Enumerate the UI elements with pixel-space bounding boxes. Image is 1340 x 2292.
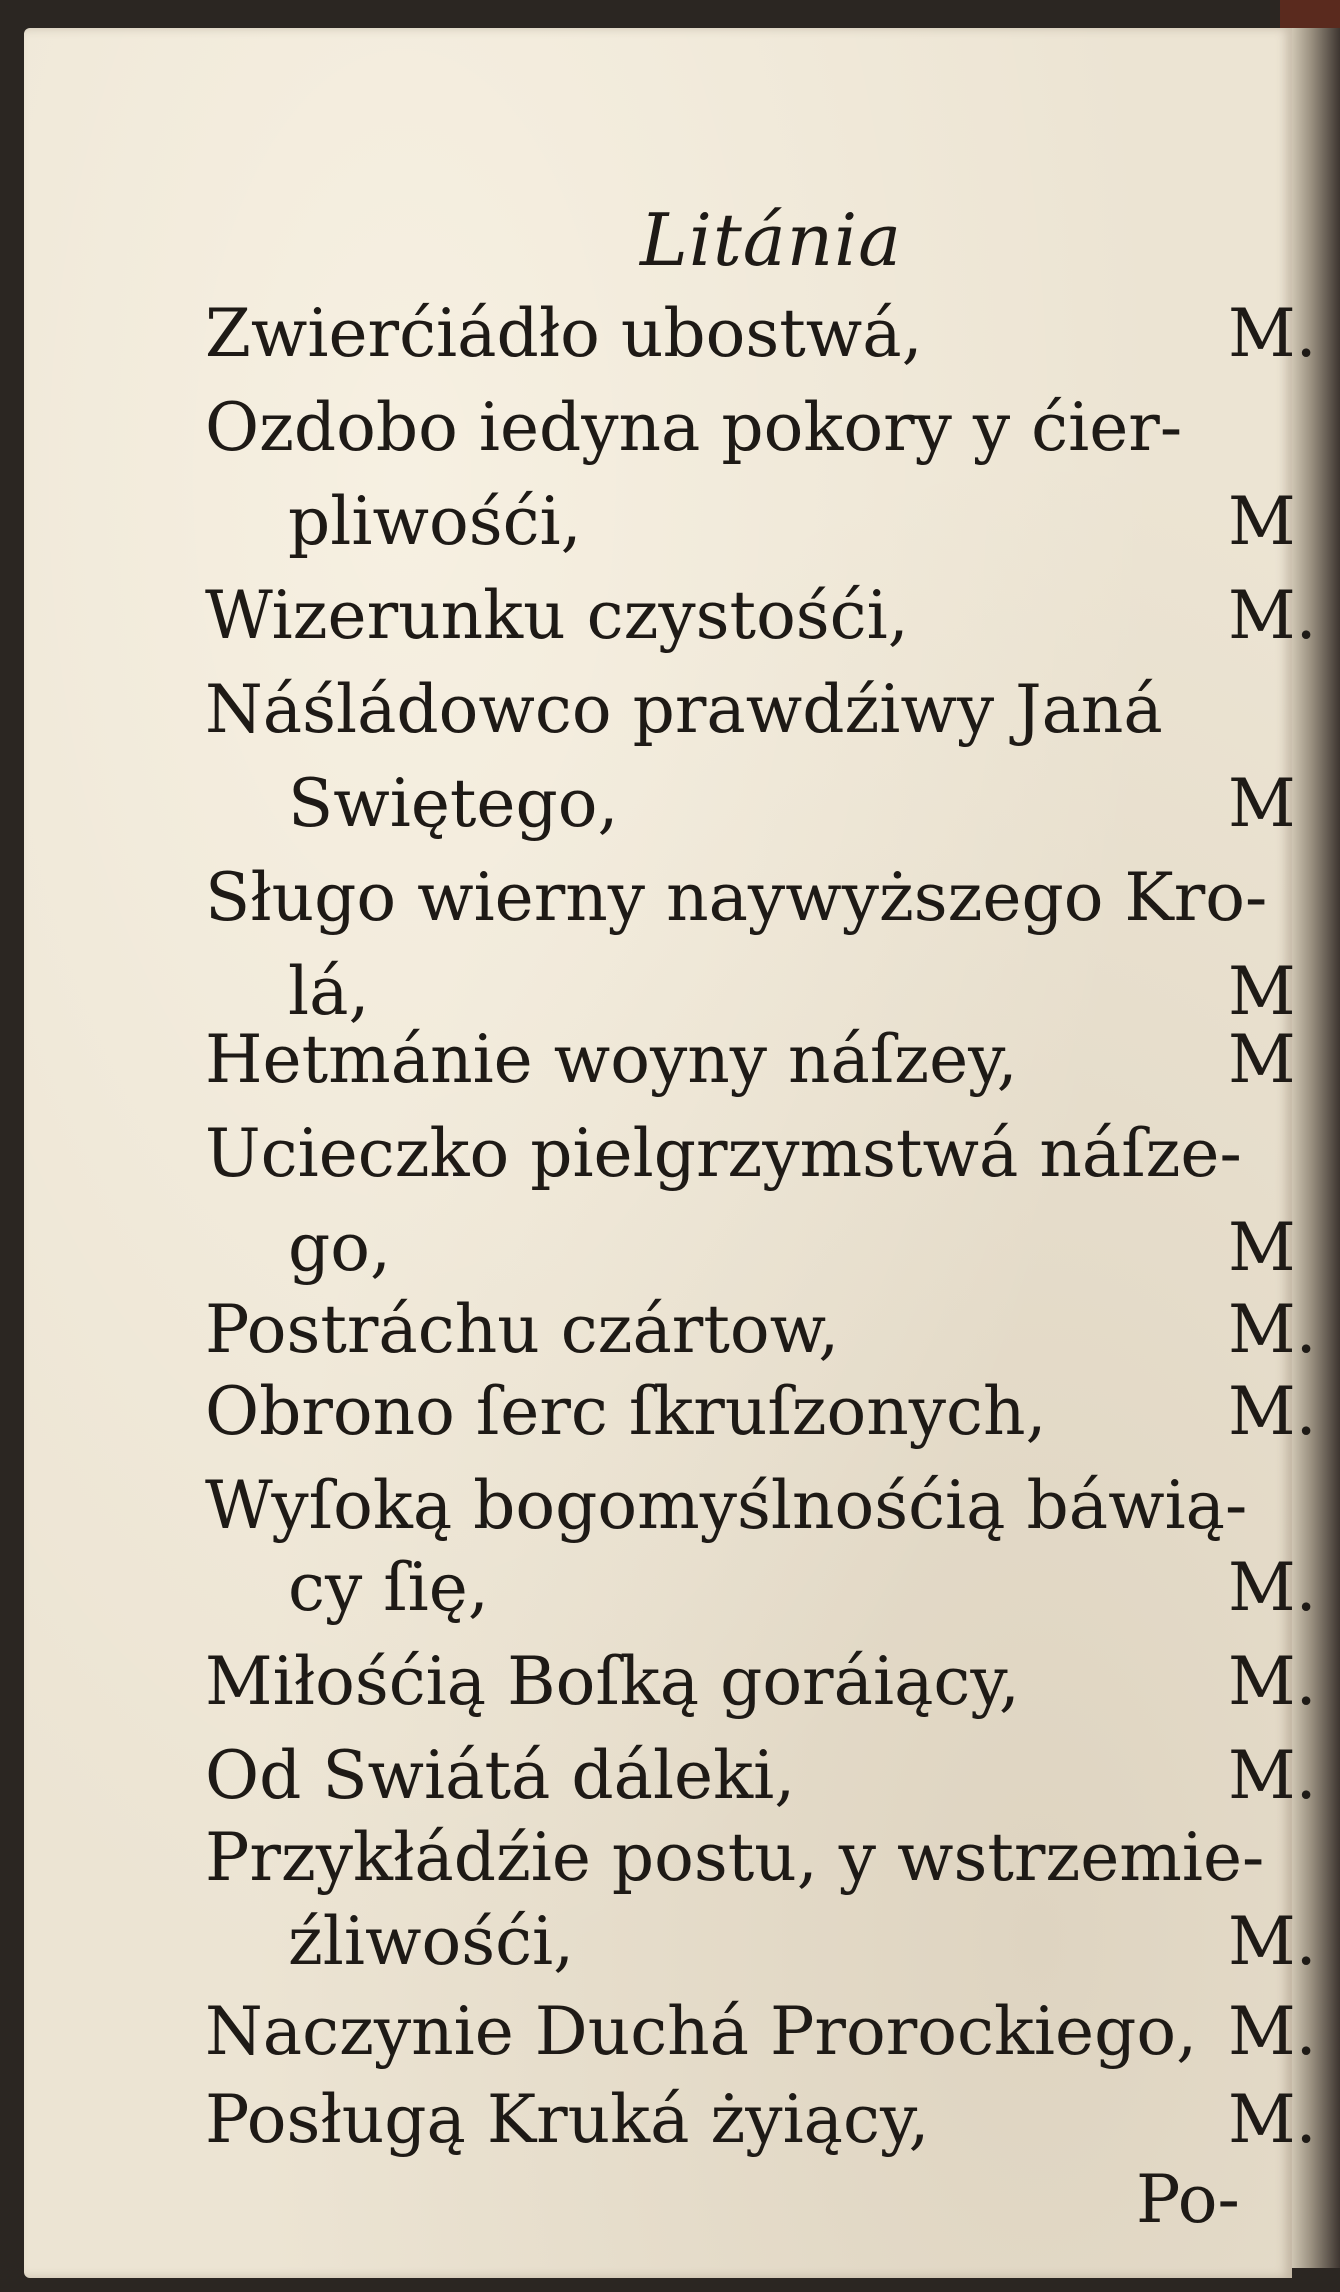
invocation-text: Miłośćią Boſką goráiący, bbox=[205, 1643, 1020, 1720]
response-marker: M. bbox=[1228, 1993, 1317, 2070]
litany-line bbox=[0, 1816, 1340, 1900]
response-marker: M bbox=[1228, 483, 1296, 560]
invocation-text: pliwośći, bbox=[288, 483, 582, 560]
litany-line bbox=[0, 1288, 1340, 1372]
invocation-text: Obrono ſerc ſkruſzonych, bbox=[205, 1373, 1047, 1450]
response-marker: M bbox=[1228, 765, 1296, 842]
litany-line-continuation bbox=[0, 1206, 1340, 1290]
invocation-text: Od Swiátá dáleki, bbox=[205, 1737, 796, 1814]
invocation-text: Postráchu czártow, bbox=[205, 1291, 840, 1368]
litany-line bbox=[0, 1640, 1340, 1724]
response-marker: M. bbox=[1228, 577, 1317, 654]
litany-line bbox=[0, 1734, 1340, 1818]
litany-line bbox=[0, 2078, 1340, 2162]
response-marker: M bbox=[1228, 1209, 1296, 1286]
invocation-text: Ucieczko pielgrzymstwá náſze- bbox=[205, 1115, 1242, 1192]
litany-line bbox=[0, 574, 1340, 658]
litany-line bbox=[0, 1990, 1340, 2074]
litany-line-continuation bbox=[0, 1900, 1340, 1984]
litany-line bbox=[0, 1370, 1340, 1454]
invocation-text: źliwośći, bbox=[288, 1903, 575, 1980]
invocation-text: Naczynie Duchá Prorockiego, bbox=[205, 1993, 1198, 2070]
invocation-text: Wizerunku czystośći, bbox=[205, 577, 909, 654]
litany-line-continuation bbox=[0, 1546, 1340, 1630]
running-title: Litánia bbox=[640, 198, 903, 282]
litany-line bbox=[0, 1464, 1340, 1548]
litany-line bbox=[0, 856, 1340, 940]
litany-line bbox=[0, 668, 1340, 752]
invocation-text: Przykłádźie postu, y wstrzemie- bbox=[205, 1819, 1265, 1896]
invocation-text: go, bbox=[288, 1209, 391, 1286]
litany-line bbox=[0, 292, 1340, 376]
response-marker: M. bbox=[1228, 1373, 1317, 1450]
response-marker: M bbox=[1228, 953, 1296, 1030]
invocation-text: Sługo wierny naywyższego Kro- bbox=[205, 859, 1268, 936]
response-marker: M. bbox=[1228, 295, 1317, 372]
response-marker: M. bbox=[1228, 1903, 1317, 1980]
response-marker: M. bbox=[1228, 1737, 1317, 1814]
catchword: Po- bbox=[1136, 2161, 1240, 2238]
invocation-text: Hetmánie woyny náſzey, bbox=[205, 1021, 1018, 1098]
response-marker: M. bbox=[1228, 1643, 1317, 1720]
litany-line-continuation bbox=[0, 480, 1340, 564]
response-marker: M. bbox=[1228, 2081, 1317, 2158]
response-marker: M bbox=[1228, 1021, 1296, 1098]
litany-line-continuation bbox=[0, 762, 1340, 846]
response-marker: M. bbox=[1228, 1291, 1317, 1368]
invocation-text: Zwierćiádło ubostwá, bbox=[205, 295, 923, 372]
invocation-text: lá, bbox=[288, 953, 370, 1030]
invocation-text: Náśládowco prawdźiwy Janá bbox=[205, 671, 1163, 748]
litany-line bbox=[0, 1018, 1340, 1102]
invocation-text: Wyſoką bogomyślnośćią báwią- bbox=[205, 1467, 1248, 1544]
response-marker: M. bbox=[1228, 1549, 1317, 1626]
invocation-text: Posługą Kruká żyiący, bbox=[205, 2081, 930, 2158]
invocation-text: cy ſię, bbox=[288, 1549, 489, 1626]
litany-line bbox=[0, 1112, 1340, 1196]
invocation-text: Ozdobo iedyna pokory y ćier- bbox=[205, 389, 1183, 466]
litany-line bbox=[0, 386, 1340, 470]
invocation-text: Swiętego, bbox=[288, 765, 619, 842]
